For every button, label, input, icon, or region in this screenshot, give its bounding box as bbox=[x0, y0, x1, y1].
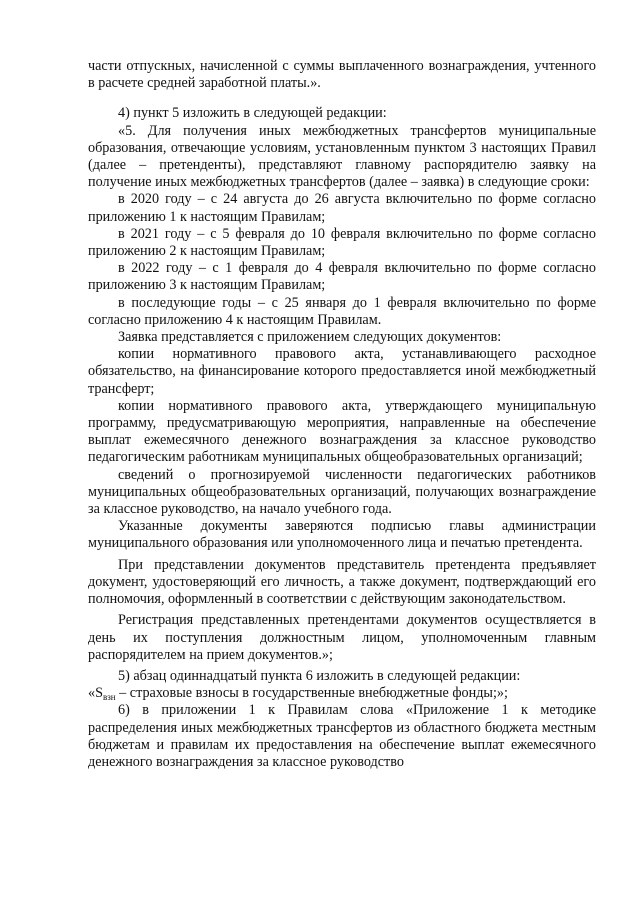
paragraph-term-following-years: в последующие годы – с 25 января до 1 февраля включительно по форме согласно приложению 4 к настоящим Правилам. bbox=[88, 294, 596, 328]
paragraph-registration: Регистрация представленных претендентами документов осуществляется в день их поступления должностным лицом, уполномоченным главным распорядителем на прием документов.»; bbox=[88, 612, 596, 663]
formula-prefix: «S bbox=[88, 685, 103, 702]
paragraph-certification: Указанные документы заверяются подписью главы администрации муниципального образования или уполномоченного лица и печатью претендента. bbox=[88, 518, 596, 552]
paragraph-continuation: части отпускных, начисленной с суммы выплаченного вознаграждения, учтенного в расчете средней заработной платы.». bbox=[88, 58, 596, 92]
paragraph-documents-intro: Заявка представляется с приложением следующих документов: bbox=[118, 329, 502, 346]
formula-suffix: – страховые взносы в государственные внебюджетные фонды;»; bbox=[115, 685, 508, 702]
paragraph-representative: При представлении документов представитель претендента предъявляет документ, удостоверяющий его личность, а также документ, подтверждающий его полномочия, оформленный в соответствии с действующим законодательством. bbox=[88, 556, 596, 608]
paragraph-term-2021: в 2021 году – с 5 февраля до 10 февраля включительно по форме согласно приложению 2 к настоящим Правилам; bbox=[88, 225, 596, 260]
paragraph-document-program: копии нормативного правового акта, утверждающего муниципальную программу, предусматривающую мероприятия, направленные на обеспечение выплат ежемесячного денежного вознаграждения за классное руководство педагогическим работникам муниципальных общеобразовательных организаций; bbox=[88, 397, 596, 466]
paragraph-insurance-formula bbox=[88, 685, 596, 702]
paragraph-item-4: 4) пункт 5 изложить в следующей редакции: bbox=[118, 105, 387, 122]
paragraph-document-normative-act: копии нормативного правового акта, устанавливающего расходное обязательство, на финансирование которого предоставляется иной межбюджетный трансферт; bbox=[88, 346, 596, 397]
paragraph-document-teachers-count: сведений о прогнозируемой численности педагогических работников муниципальных общеобразовательных организаций, получающих вознаграждение за классное руководство, на начало учебного года. bbox=[88, 466, 596, 518]
formula-subscript: взн bbox=[102, 692, 116, 703]
document-body bbox=[88, 58, 596, 771]
paragraph-item-5: 5) абзац одиннадцатый пункта 6 изложить в следующей редакции: bbox=[118, 667, 521, 684]
paragraph-term-2020: в 2020 году – с 24 августа до 26 августа включительно по форме согласно приложению 1 к настоящим Правилам; bbox=[88, 191, 596, 225]
paragraph-term-2022: в 2022 году – с 1 февраля до 4 февраля включительно по форме согласно приложению 3 к настоящим Правилам; bbox=[88, 260, 596, 294]
paragraph-point-5: «5. Для получения иных межбюджетных трансфертов муниципальные образования, отвечающие условиям, установленным пунктом 3 настоящих Правил (далее – претенденты), представляют главному распорядителю заявку на получение иных межбюджетных трансфертов (далее – заявка) в следующие сроки: bbox=[88, 122, 596, 191]
paragraph-item-6: 6) в приложении 1 к Правилам слова «Приложение 1 к методике распределения иных межбюджетных трансфертов из областного бюджета местным бюджетам и правилам их предоставления на обеспечение выплат ежемесячного денежного вознаграждения за классное руководство bbox=[88, 702, 596, 770]
